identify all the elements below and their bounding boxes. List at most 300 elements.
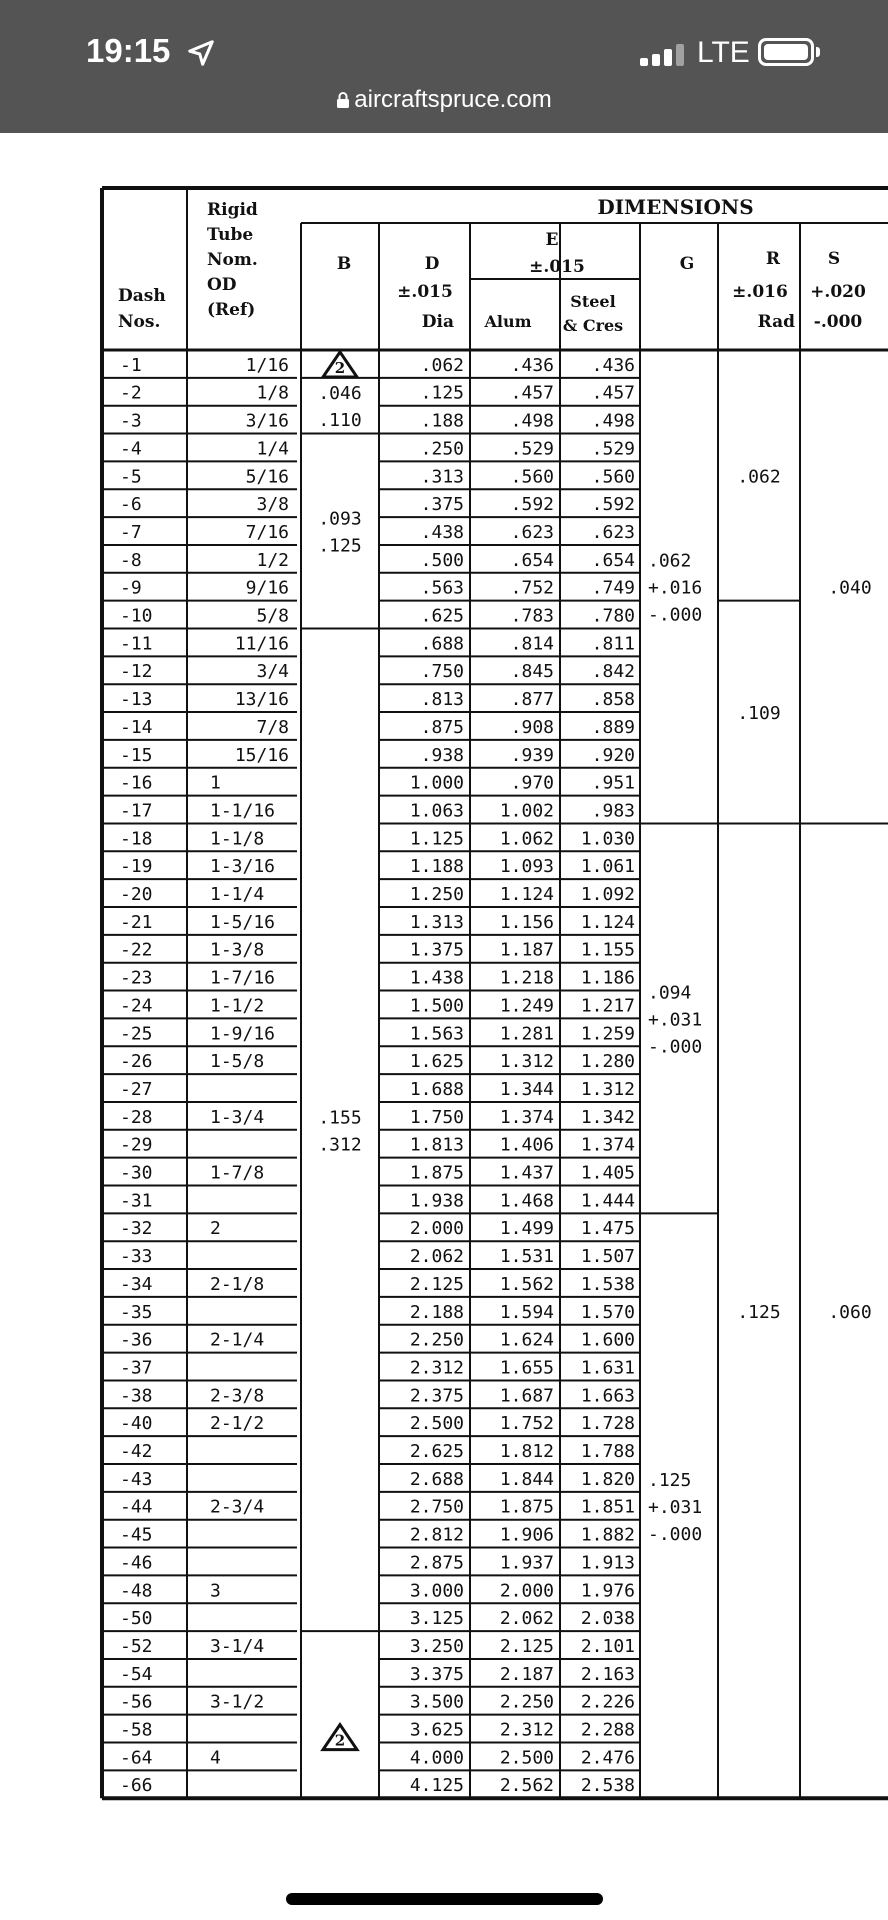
note-triangle-icon [323,352,357,377]
e-alum-header: Alum [484,312,532,331]
battery-icon [758,38,814,66]
r-header: R [765,249,781,269]
e-steel-cell: 1.507 [580,1246,635,1268]
dash-number-cell: -23 [120,967,153,989]
e-steel-cell: 1.976 [580,1580,635,1602]
d-dia-cell: .875 [420,716,464,738]
e-steel-cell: .457 [591,382,635,404]
e-alum-cell: .783 [510,605,554,627]
e-alum-cell: 1.687 [499,1385,554,1407]
dash-number-cell: -24 [120,995,153,1017]
e-steel-cell: 1.475 [580,1218,635,1240]
dash-number-cell: -26 [120,1051,153,1073]
e-alum-cell: 1.906 [499,1524,554,1546]
d-dia-cell: 3.000 [409,1580,464,1602]
r-value: .125 [737,1301,781,1323]
dash-number-cell: -19 [120,856,153,878]
dash-number-cell: -17 [120,800,153,822]
e-steel-cell: .560 [591,466,635,488]
d-dia-cell: 3.125 [409,1608,464,1630]
e-alum-cell: 2.062 [499,1608,554,1630]
dash-number-cell: -32 [120,1218,153,1240]
document-page [0,133,888,1920]
e-alum-cell: 2.562 [499,1775,554,1797]
dash-number-cell: -18 [120,828,153,850]
e-alum-cell: 2.312 [499,1719,554,1741]
d-dia-cell: 1.563 [409,1023,464,1045]
note-triangle-label: 2 [334,1731,346,1750]
b-value: .125 [318,535,362,557]
dash-number-cell: -43 [120,1468,153,1490]
dash-number-cell: -3 [120,410,142,432]
dash-number-cell: -21 [120,911,153,933]
dash-number-cell: -25 [120,1023,153,1045]
e-alum-cell: .457 [510,382,554,404]
e-alum-cell: .654 [510,549,554,571]
e-alum-cell: 2.000 [499,1580,554,1602]
e-alum-cell: 1.406 [499,1134,554,1156]
e-steel-cell: 1.186 [580,967,635,989]
dash-number-cell: -45 [120,1524,153,1546]
e-alum-cell: 1.156 [499,911,554,933]
dash-number-cell: -30 [120,1162,153,1184]
dash-number-cell: -29 [120,1134,153,1156]
g-value: -.000 [648,604,703,626]
d-dia-cell: 1.750 [409,1106,464,1128]
s-header: -.000 [813,312,863,332]
e-steel-cell: 2.038 [580,1608,635,1630]
e-alum-cell: 1.374 [499,1106,554,1128]
signal-bars-icon [640,44,686,66]
e-steel-cell: .811 [591,633,635,655]
e-steel-cell: .436 [591,354,635,376]
e-alum-cell: .908 [510,716,554,738]
e-steel-cell: 1.538 [580,1273,635,1295]
e-steel-cell: 1.882 [580,1524,635,1546]
tube-od-cell: 2-1/8 [210,1273,265,1295]
d-header: Dia [421,312,454,332]
e-steel-cell: .983 [591,800,635,822]
tube-od-cell: 11/16 [234,633,289,655]
dash-number-cell: -4 [120,438,142,460]
d-dia-cell: 1.375 [409,939,464,961]
tube-od-cell: 15/16 [234,744,289,766]
dash-number-cell: -1 [120,354,142,376]
dash-number-cell: -42 [120,1441,153,1462]
d-dia-cell: 2.000 [409,1218,464,1240]
e-alum-cell: .845 [510,661,554,683]
e-steel-cell: 1.570 [580,1301,635,1323]
network-type-label: LTE [697,36,750,69]
e-alum-cell: 1.218 [499,967,554,989]
tube-od-cell: 2 [210,1218,221,1240]
g-header: G [679,254,695,274]
dash-number-cell: -66 [120,1775,153,1797]
dash-number-cell: -64 [120,1747,153,1769]
dash-number-cell: -28 [120,1106,153,1128]
e-steel-cell: .529 [591,438,635,460]
d-dia-cell: .500 [420,549,464,571]
g-value: +.016 [648,577,703,599]
dash-number-cell: -11 [120,633,153,655]
dash-number-cell: -38 [120,1385,153,1407]
e-alum-cell: 1.594 [499,1301,554,1323]
d-dia-cell: 1.000 [409,772,464,794]
dash-number-cell: -13 [120,689,153,711]
d-dia-cell: 1.938 [409,1190,464,1212]
tube-od-cell: 1-5/8 [210,1051,265,1073]
e-alum-cell: 2.250 [499,1691,554,1713]
d-dia-cell: 2.188 [409,1301,464,1323]
e-alum-cell: 1.562 [499,1273,554,1295]
d-dia-cell: 1.063 [409,800,464,822]
e-steel-cell: 1.155 [580,939,635,961]
r-value: .062 [737,466,781,488]
e-alum-cell: 1.249 [499,995,554,1017]
b-value: .046 [318,383,362,405]
tube-od-cell: 1-5/16 [210,911,276,933]
dash-number-cell: -7 [120,521,142,543]
d-dia-cell: .688 [420,633,464,655]
e-alum-cell: .560 [510,466,554,488]
d-dia-cell: 3.250 [409,1635,464,1657]
e-steel-cell: 1.280 [580,1051,635,1073]
dash-number-cell: -22 [120,939,153,961]
e-alum-cell: 1.002 [499,800,554,822]
e-alum-cell: .939 [510,744,554,766]
e-steel-cell: 1.788 [580,1441,635,1462]
dash-number-cell: -2 [120,382,142,404]
e-alum-cell: 1.062 [499,828,554,850]
e-alum-cell: 1.752 [499,1413,554,1435]
tube-od-cell: 3-1/2 [210,1691,265,1713]
e-steel-cell: 1.259 [580,1023,635,1045]
g-value: .094 [648,982,692,1004]
rigid-tube-header: (Ref) [207,300,256,320]
d-dia-cell: 3.375 [409,1663,464,1685]
b-value: .155 [318,1107,362,1129]
dash-number-cell: -14 [120,716,153,738]
s-value: .040 [828,577,872,599]
e-steel-cell: 1.092 [580,884,635,905]
d-dia-cell: 1.188 [409,856,464,878]
d-dia-cell: .563 [420,577,464,599]
tube-od-cell: 1-9/16 [210,1023,276,1045]
e-alum-cell: 1.844 [499,1468,554,1490]
dash-number-cell: -36 [120,1329,153,1351]
dash-number-cell: -15 [120,744,153,766]
home-indicator[interactable] [286,1893,603,1905]
d-dia-cell: .125 [420,382,464,404]
e-alum-cell: 1.281 [499,1023,554,1045]
e-alum-cell: 1.468 [499,1190,554,1212]
e-steel-cell: 1.405 [580,1162,635,1184]
g-value: +.031 [648,1496,703,1518]
e-alum-cell: 1.344 [499,1078,554,1100]
e-alum-cell: 1.437 [499,1162,554,1184]
e-alum-cell: 1.312 [499,1051,554,1073]
e-steel-cell: 1.820 [580,1468,635,1490]
e-steel-cell: 2.163 [580,1663,635,1685]
dash-number-cell: -44 [120,1496,153,1518]
tube-od-cell: 1/2 [256,549,289,571]
e-steel-cell: 1.030 [580,828,635,850]
s-header: +.020 [810,282,866,302]
e-steel-cell: .842 [591,661,635,683]
d-dia-cell: 3.500 [409,1691,464,1713]
tube-od-cell: 4 [210,1747,221,1769]
dash-number-cell: -20 [120,884,153,905]
d-dia-cell: .188 [420,410,464,432]
dash-number-cell: -58 [120,1719,153,1741]
g-value: -.000 [648,1523,703,1545]
tube-od-cell: 1-1/16 [210,800,276,822]
d-dia-cell: 2.500 [409,1413,464,1435]
d-dia-cell: .062 [420,354,464,376]
r-value: .109 [737,703,781,725]
d-dia-cell: 1.125 [409,828,464,850]
d-dia-cell: 4.125 [409,1775,464,1797]
e-steel-header: & Cres [562,316,624,335]
rigid-tube-header: Nom. [207,250,258,270]
note-triangle-label: 2 [334,359,346,377]
e-alum-cell: .970 [510,772,554,794]
dimension-table [0,133,888,1920]
tube-od-cell: 5/8 [256,605,289,627]
tube-od-cell: 3 [210,1580,221,1602]
dash-number-cell: -48 [120,1580,153,1602]
rigid-tube-header: OD [207,275,237,295]
dash-number-cell: -31 [120,1190,153,1212]
dash-number-cell: -10 [120,605,153,627]
e-steel-cell: 1.913 [580,1552,635,1574]
d-dia-cell: 2.750 [409,1496,464,1518]
b-value: .312 [318,1134,362,1156]
d-dia-cell: 2.312 [409,1357,464,1379]
e-steel-cell: .780 [591,605,635,627]
d-dia-cell: 1.875 [409,1162,464,1184]
dash-nos-header: Nos. [118,312,161,332]
tube-od-cell: 1/4 [256,438,289,460]
dash-number-cell: -40 [120,1413,153,1435]
d-dia-cell: .813 [420,689,464,711]
dash-number-cell: -27 [120,1078,153,1100]
d-dia-cell: 4.000 [409,1747,464,1769]
e-steel-cell: .498 [591,410,635,432]
tube-od-cell: 7/16 [245,521,289,543]
d-dia-cell: 2.875 [409,1552,464,1574]
e-steel-cell: 2.538 [580,1775,635,1797]
dash-number-cell: -9 [120,577,142,599]
tube-od-cell: 2-3/4 [210,1496,265,1518]
dash-number-cell: -54 [120,1663,153,1685]
e-steel-cell: 1.061 [580,856,635,878]
status-bar [0,0,888,133]
dash-number-cell: -50 [120,1608,153,1630]
e-steel-cell: .858 [591,689,635,711]
tube-od-cell: 1/16 [245,354,289,376]
e-alum-cell: 1.124 [499,884,554,905]
tube-od-cell: 3-1/4 [210,1635,265,1657]
dash-number-cell: -6 [120,494,142,516]
e-header: E [545,230,559,250]
dash-nos-header: Dash [118,286,166,306]
d-dia-cell: 3.625 [409,1719,464,1741]
d-dia-cell: .438 [420,521,464,543]
e-steel-cell: .592 [591,494,635,516]
e-alum-cell: 1.531 [499,1246,554,1268]
e-steel-cell: .749 [591,577,635,599]
e-alum-cell: 1.187 [499,939,554,961]
e-alum-cell: 1.624 [499,1329,554,1351]
battery-tip [816,47,820,57]
d-dia-cell: 2.688 [409,1468,464,1490]
d-dia-cell: 1.438 [409,967,464,989]
e-alum-cell: .752 [510,577,554,599]
e-alum-cell: .498 [510,410,554,432]
b-value: .093 [318,508,362,530]
dash-number-cell: -34 [120,1273,153,1295]
d-dia-cell: 1.625 [409,1051,464,1073]
g-value: +.031 [648,1009,703,1031]
d-dia-cell: .750 [420,661,464,683]
e-alum-cell: 2.187 [499,1663,554,1685]
tube-od-cell: 1-1/8 [210,828,265,850]
e-steel-cell: 1.444 [580,1190,635,1212]
e-alum-cell: 2.125 [499,1635,554,1657]
tube-od-cell: 2-1/2 [210,1413,265,1435]
tube-od-cell: 5/16 [245,466,289,488]
tube-od-cell: 3/4 [256,661,289,683]
e-alum-cell: 1.499 [499,1218,554,1240]
g-value: .125 [648,1469,692,1491]
e-alum-cell: 1.812 [499,1441,554,1462]
dash-number-cell: -33 [120,1246,153,1268]
e-steel-cell: 1.312 [580,1078,635,1100]
tube-od-cell: 3/8 [256,494,289,516]
d-dia-cell: 2.375 [409,1385,464,1407]
e-steel-cell: .623 [591,521,635,543]
dimensions-heading: DIMENSIONS [597,195,754,219]
tube-od-cell: 1-1/4 [210,884,265,905]
tube-od-cell: 1-1/2 [210,995,265,1017]
dash-number-cell: -12 [120,661,153,683]
tube-od-cell: 1-3/8 [210,939,265,961]
d-dia-cell: 1.813 [409,1134,464,1156]
g-value: -.000 [648,1036,703,1058]
d-dia-cell: 1.688 [409,1078,464,1100]
dash-number-cell: -56 [120,1691,153,1713]
e-header: ±.015 [529,257,585,277]
d-header: D [424,254,440,274]
e-alum-cell: .436 [510,354,554,376]
dash-number-cell: -35 [120,1301,153,1323]
rigid-tube-header: Tube [207,225,254,245]
tube-od-cell: 1-3/4 [210,1106,265,1128]
dash-number-cell: -52 [120,1635,153,1657]
b-value: .110 [318,410,362,432]
note-triangle-icon [323,1725,357,1750]
address-bar[interactable] [0,86,888,114]
d-dia-cell: .375 [420,494,464,516]
b-header: B [336,254,352,274]
e-steel-cell: 1.374 [580,1134,635,1156]
tube-od-cell: 1 [210,772,221,794]
e-steel-cell: 1.342 [580,1106,635,1128]
location-arrow-icon [186,38,216,68]
e-steel-cell: 1.124 [580,911,635,933]
e-steel-cell: .889 [591,716,635,738]
d-dia-cell: .938 [420,744,464,766]
rigid-tube-header: Rigid [207,200,258,220]
d-dia-cell: .625 [420,605,464,627]
d-dia-cell: 2.812 [409,1524,464,1546]
lock-icon [336,92,350,108]
e-alum-cell: .623 [510,521,554,543]
e-steel-cell: 1.851 [580,1496,635,1518]
d-dia-cell: .313 [420,466,464,488]
e-steel-cell: .654 [591,549,635,571]
tube-od-cell: 9/16 [245,577,289,599]
dash-number-cell: -16 [120,772,153,794]
d-dia-cell: 1.313 [409,911,464,933]
e-steel-cell: .920 [591,744,635,766]
e-steel-cell: 1.631 [580,1357,635,1379]
e-alum-cell: 1.875 [499,1496,554,1518]
tube-od-cell: 1-3/16 [210,856,276,878]
d-dia-cell: 2.062 [409,1246,464,1268]
e-alum-cell: 1.937 [499,1552,554,1574]
e-alum-cell: .529 [510,438,554,460]
e-steel-cell: 1.217 [580,995,635,1017]
e-steel-cell: 2.288 [580,1719,635,1741]
s-header: S [827,249,841,269]
tube-od-cell: 7/8 [256,716,289,738]
e-steel-cell: 1.728 [580,1413,635,1435]
tube-od-cell: 2-3/8 [210,1385,265,1407]
e-steel-cell: 1.600 [580,1329,635,1351]
e-steel-cell: .951 [591,772,635,794]
e-alum-cell: .877 [510,689,554,711]
e-steel-cell: 2.476 [580,1747,635,1769]
tube-od-cell: 13/16 [234,689,289,711]
d-dia-cell: 1.250 [409,884,464,905]
dash-number-cell: -8 [120,549,142,571]
dash-number-cell: -37 [120,1357,153,1379]
tube-od-cell: 3/16 [245,410,289,432]
d-dia-cell: .250 [420,438,464,460]
e-alum-cell: .592 [510,494,554,516]
r-header: ±.016 [732,282,788,302]
status-time: 19:15 [86,32,171,69]
s-value: .060 [828,1301,872,1323]
d-header: ±.015 [397,282,453,302]
tube-od-cell: 1/8 [256,382,289,404]
tube-od-cell: 1-7/16 [210,967,276,989]
e-steel-header: Steel [570,292,616,311]
tube-od-cell: 2-1/4 [210,1329,265,1351]
r-header: Rad [757,312,795,332]
e-steel-cell: 2.101 [580,1635,635,1657]
dash-number-cell: -46 [120,1552,153,1574]
e-alum-cell: 1.655 [499,1357,554,1379]
tube-od-cell: 1-7/8 [210,1162,265,1184]
e-alum-cell: 1.093 [499,856,554,878]
e-steel-cell: 2.226 [580,1691,635,1713]
dash-number-cell: -5 [120,466,142,488]
d-dia-cell: 2.625 [409,1441,464,1462]
d-dia-cell: 1.500 [409,995,464,1017]
